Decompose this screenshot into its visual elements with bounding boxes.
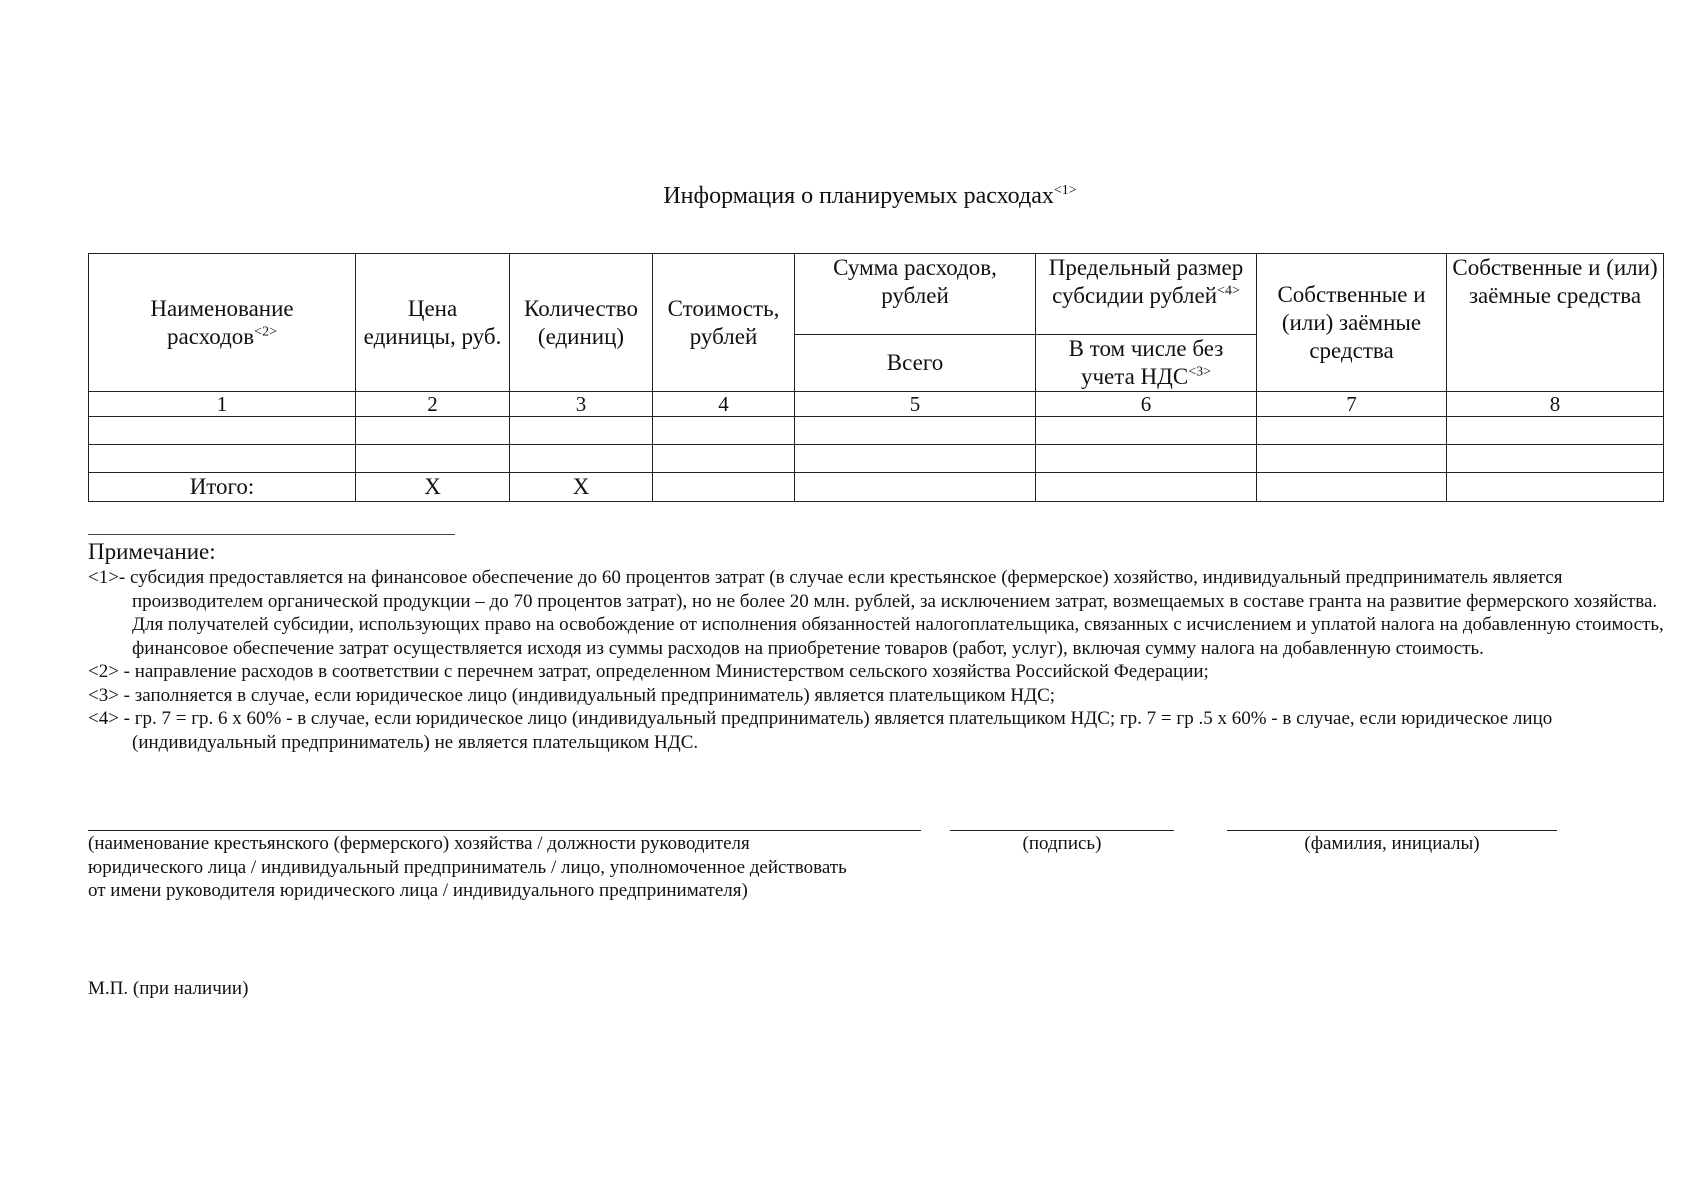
header-quantity: Количество (единиц) [510,254,653,392]
column-number-row [89,392,1664,417]
title-footnote-ref: <1> [1053,183,1077,198]
notes-section [88,538,1668,754]
table-cell[interactable] [1036,445,1257,473]
header-unit-price: Цена единицы, руб. [356,254,510,392]
table-cell[interactable] [1257,445,1447,473]
table-cell[interactable] [653,417,795,445]
table-cell[interactable] [1036,417,1257,445]
notes-separator [88,534,455,535]
table-cell[interactable] [1257,417,1447,445]
column-number: 7 [1257,392,1447,417]
table-row [89,417,1664,445]
header-cost: Стоимость, рублей [653,254,795,392]
header-expense-name: Наименование расходов$^{<2>}$ [89,254,356,392]
column-number: 4 [653,392,795,417]
table-cell[interactable] [1447,445,1664,473]
table-cell[interactable] [356,445,510,473]
document-title: Информация о планируемых расходах$^{<1>}$ [663,183,1077,209]
signature-name-caption: (наименование крестьянского (фермерского) хозяйства / должности руководителя юридического лица / индивидуальный предприниматель / лицо, уполномоченное действовать от имени руководителя юридического лица / индивидуального предпринимателя) [88,833,847,901]
total-price-x: Х [356,473,510,502]
table-cell[interactable] [510,445,653,473]
table-row [89,445,1664,473]
expenses-table [88,253,1664,502]
table-cell[interactable] [795,473,1036,502]
column-number: 8 [1447,392,1664,417]
total-row [89,473,1664,502]
table-cell[interactable] [795,417,1036,445]
header-own-funds-7: Собственные и (или) заёмные средства [1257,254,1447,392]
header-subsidy-without-vat: В том числе без учета $НДС^{<3>}$ [1036,335,1257,392]
column-number: 1 [89,392,356,417]
signature-initials-line[interactable] [1227,830,1557,831]
notes-heading: Примечание: [88,539,216,564]
header-expense-sum: Сумма расходов, рублей [795,254,1036,335]
total-label: Итого: [89,473,356,502]
note-item: <3> - заполняется в случае, если юридическое лицо (индивидуальный предприниматель) является плательщиком НДС; [88,684,1056,706]
note-item: <2> - направление расходов в соответствии с перечнем затрат, определенном Министерством сельского хозяйства Российской Федерации; [88,661,1209,682]
table-cell[interactable] [653,445,795,473]
column-number: 2 [356,392,510,417]
note-item: <1>- субсидия предоставляется на финансовое обеспечение до 60 процентов затрат (в случае если крестьянское (фермерское) хозяйство, индивидуальный предприниматель является производителем органической продукции – до 70 процентов затрат), но не более 20 млн. рублей, за исключением затрат, возмещаемых в составе гранта на развитие фермерского хозяйства. Для получателей субсидии, использующих право на освобождение от исполнения обязанностей налогоплательщика, связанных с исчислением и уплатой налога на добавленную стоимость, финансовое обеспечение затрат осуществляется исходя из суммы расходов на приобретение товаров (работ, услуг), включая сумму налога на добавленную стоимость. [88,567,1664,659]
table-cell[interactable] [1447,417,1664,445]
header-subsidy-limit: Предельный размер субсидии рублей$^{<4>}$ [1036,254,1257,335]
table-cell[interactable] [1447,473,1664,502]
total-quantity-x: Х [510,473,653,502]
stamp-place: М.П. (при наличии) [88,978,249,999]
header-sum-total: Всего [795,335,1036,392]
signature-line[interactable] [950,830,1174,831]
table-cell[interactable] [1257,473,1447,502]
column-number: 3 [510,392,653,417]
table-cell[interactable] [1036,473,1257,502]
table-cell[interactable] [653,473,795,502]
table-cell[interactable] [795,445,1036,473]
initials-caption: (фамилия, инициалы) [1304,833,1480,854]
signature-caption: (подпись) [1022,833,1102,854]
column-number: 5 [795,392,1036,417]
table-cell[interactable] [510,417,653,445]
signature-name-line[interactable] [88,830,921,831]
table-cell[interactable] [356,417,510,445]
table-cell[interactable] [89,445,356,473]
note-item: <4> - гр. 7 = гр. 6 х 60% - в случае, если юридическое лицо (индивидуальный предприниматель) является плательщиком НДС; гр. 7 = гр .5 х 60% - в случае, если юридическое лицо (индивидуальный предприниматель) не является плательщиком НДС. [88,708,1553,753]
column-number: 6 [1036,392,1257,417]
header-own-funds-8: Собственные и (или) заёмные средства [1447,254,1664,392]
table-cell[interactable] [89,417,356,445]
